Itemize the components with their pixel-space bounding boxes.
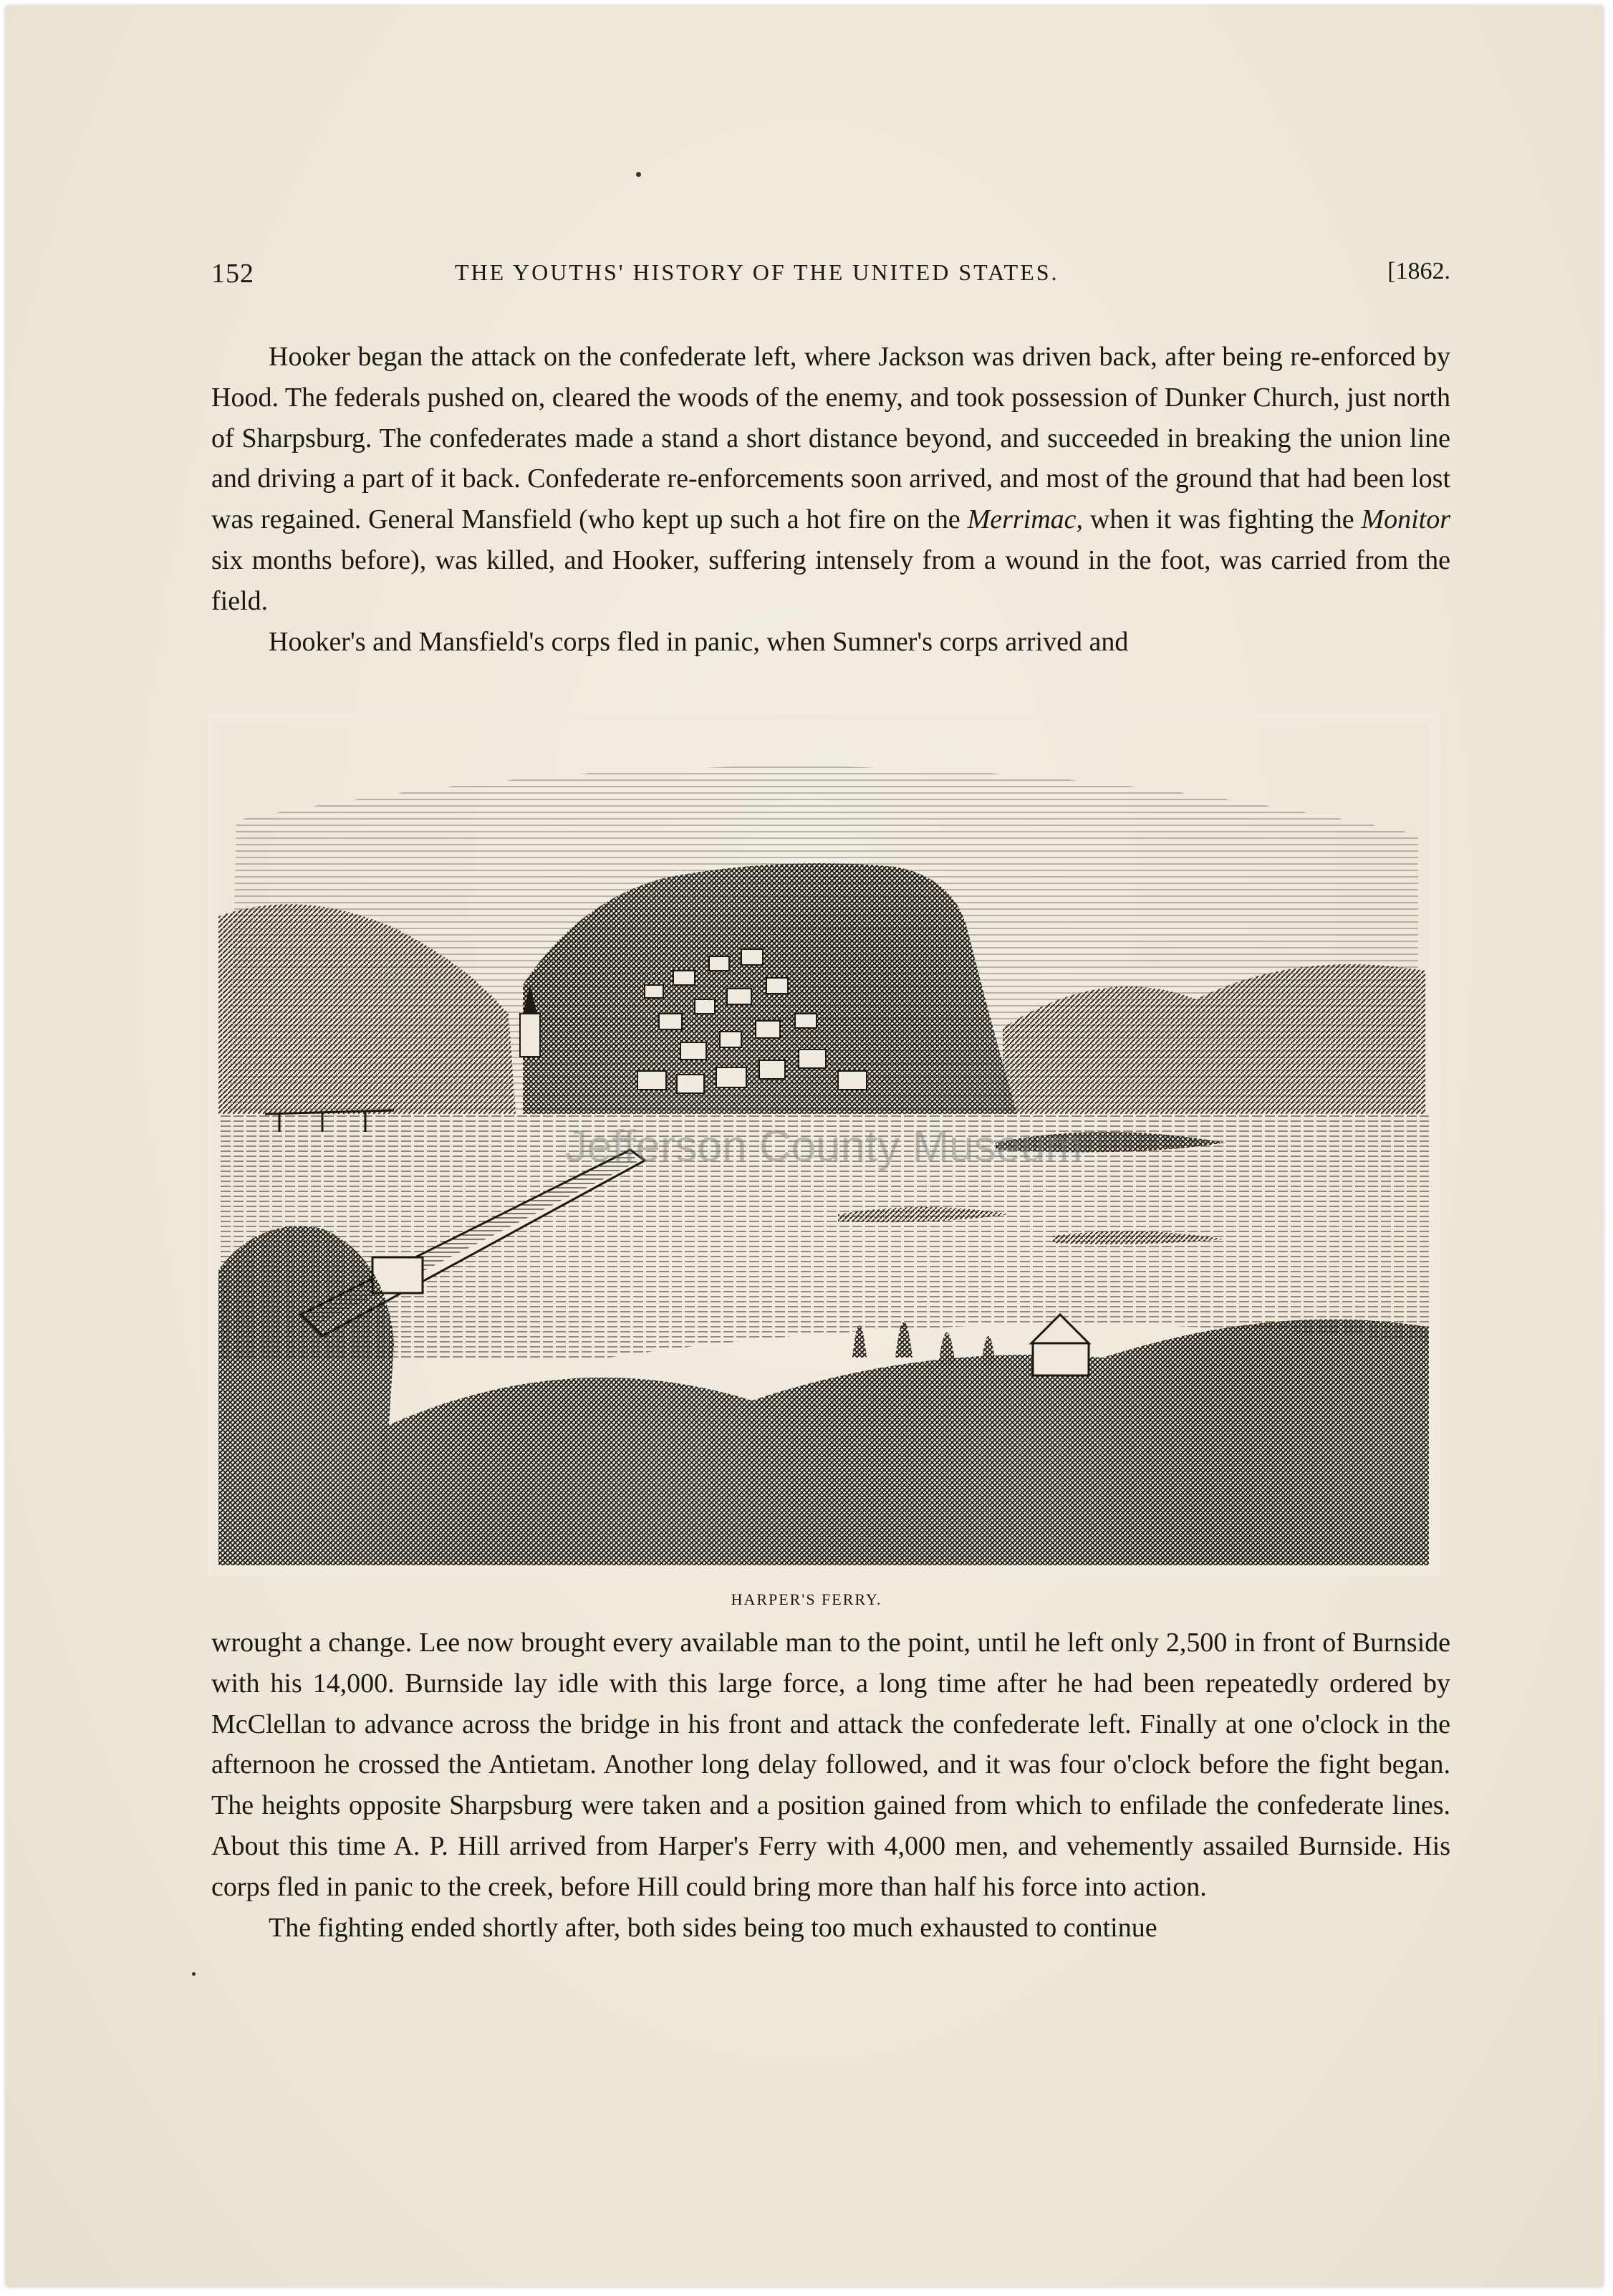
ink-speck [636,172,641,177]
text-block-top [211,337,1450,662]
running-title: THE YOUTHS' HISTORY OF THE UNITED STATES. [455,259,1059,285]
page-number: 152 [211,259,254,289]
ship-name: Merrimac, [967,504,1084,535]
watermark: Jefferson County Museum [564,1122,1083,1171]
text-block-bottom [211,1623,1450,1948]
paragraph: Hooker's and Mansfield's corps fled in panic, when Sumner's corps arrived and [269,626,1129,657]
paragraph: The fighting ended shortly after, both sides being too much exhausted to continue [269,1912,1157,1943]
paragraph: wrought a change. Lee now brought every available man to the point, until he left only 2,500 in front of Burnside with his 14,000. Burnside lay idle with this large force, a long time after he had been repeatedly ordered by McClellan to advance across the bridge in his front and attack the confederate left. Finally at one o'clock in the afternoon he crossed the Antietam. Another long delay followed, and it was four o'clock before the fight began. The heights opposite Sharpsburg were taken and a position gained from which to enfilade the confederate lines. About this time A. P. Hill arrived from Harper's Ferry with 4,000 men, and vehemently assailed Burnside. His corps fled in panic to the creek, before Hill could bring more than half his force into action. [211,1628,1450,1902]
ship-name: Monitor [1361,504,1450,535]
running-header [211,258,1450,301]
paragraph: Hooker began the attack on the confederate left, where Jackson was driven back, after being re-enforced by Hood. The federals pushed on, cleared the woods of the enemy, and took possession of Dunker Church, just north of Sharpsburg. The confederates made a stand a short distance beyond, and succeeded in breaking the union line and driving a part of it back. Confederate re-enforcements soon arrived, and most of the ground that had been lost was regained. General Mansfield (who kept up such a hot fire on the Merrimac, when it was fighting the Monitor six months before), was killed, and Hooker, suffering intensely from a wound in the foot, was carried from the field. [211,342,1450,616]
header-year: [1862. [1387,258,1450,284]
ink-speck [192,1972,196,1976]
figure-caption: HARPER'S FERRY. [731,1590,882,1608]
